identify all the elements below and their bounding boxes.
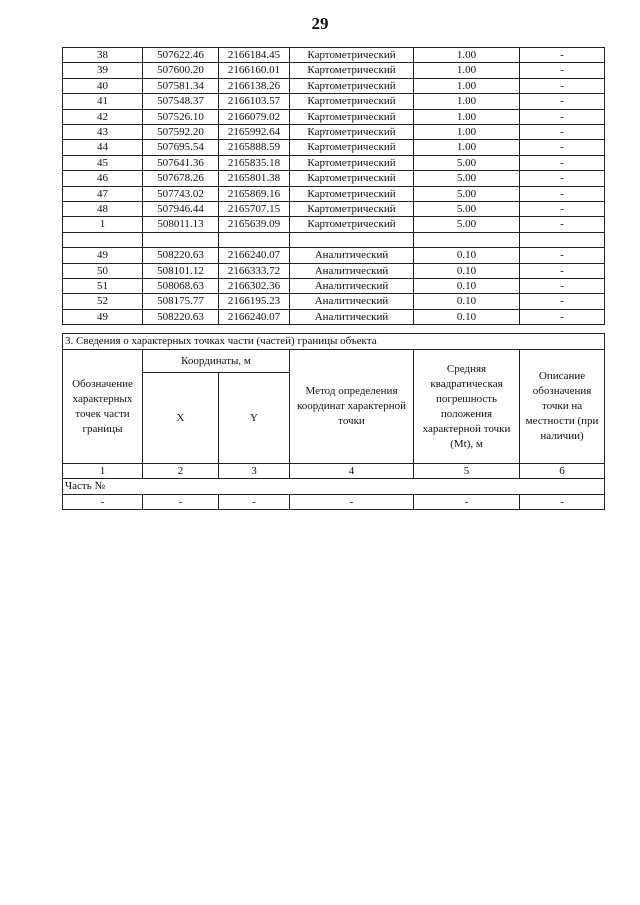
table-row [63, 263, 605, 278]
section3-table [62, 333, 605, 510]
empty-cell: - [290, 494, 414, 509]
description: - [520, 78, 605, 93]
coord-y: 2166184.45 [219, 48, 290, 63]
method: Картометрический [290, 186, 414, 201]
header-designation: Обозначение характерных точек части границы [63, 350, 143, 464]
coord-x: 508220.63 [143, 248, 219, 263]
points-table [62, 47, 605, 325]
table-row [63, 186, 605, 201]
table-row [63, 94, 605, 109]
method: Картометрический [290, 217, 414, 232]
accuracy-mt: 5.00 [414, 186, 520, 201]
coord-y: 2165835.18 [219, 155, 290, 170]
empty-cell: - [63, 494, 143, 509]
coord-x: 508220.63 [143, 309, 219, 324]
header-y: Y [219, 373, 290, 464]
coord-y: 2166195.23 [219, 294, 290, 309]
coord-x: 507678.26 [143, 171, 219, 186]
method: Картометрический [290, 78, 414, 93]
method: Аналитический [290, 294, 414, 309]
method: Картометрический [290, 109, 414, 124]
description: - [520, 202, 605, 217]
table-row [63, 217, 605, 232]
accuracy-mt: 1.00 [414, 109, 520, 124]
table-row [63, 140, 605, 155]
empty-cell: - [143, 494, 219, 509]
point-number: 44 [63, 140, 143, 155]
coord-x: 508011.13 [143, 217, 219, 232]
accuracy-mt: 1.00 [414, 140, 520, 155]
accuracy-mt: 1.00 [414, 125, 520, 140]
accuracy-mt: 0.10 [414, 279, 520, 294]
table-row [63, 232, 605, 247]
header-x: X [143, 373, 219, 464]
coord-x: 508175.77 [143, 294, 219, 309]
header-coordinates: Координаты, м [143, 350, 290, 373]
method: Картометрический [290, 155, 414, 170]
coord-x: 507548.37 [143, 94, 219, 109]
table-row [63, 294, 605, 309]
point-number: 45 [63, 155, 143, 170]
coord-y: 2165992.64 [219, 125, 290, 140]
coord-x: 507592.20 [143, 125, 219, 140]
table-row [63, 48, 605, 63]
accuracy-mt: 1.00 [414, 78, 520, 93]
point-number: 51 [63, 279, 143, 294]
description: - [520, 48, 605, 63]
coord-x: 507526.10 [143, 109, 219, 124]
column-number: 6 [520, 464, 605, 479]
description: - [520, 140, 605, 155]
point-number: 1 [63, 217, 143, 232]
coord-x: 507581.34 [143, 78, 219, 93]
description: - [520, 309, 605, 324]
header-description: Описание обозначения точки на местности (при наличии) [520, 350, 605, 464]
table-row [63, 309, 605, 324]
empty-cell: - [414, 494, 520, 509]
coord-y: 2165801.38 [219, 171, 290, 186]
coord-x: 507600.20 [143, 63, 219, 78]
coord-y: 2165888.59 [219, 140, 290, 155]
method: Картометрический [290, 94, 414, 109]
point-number: 52 [63, 294, 143, 309]
coord-x: 507641.36 [143, 155, 219, 170]
point-number: 43 [63, 125, 143, 140]
table-row [63, 202, 605, 217]
coord-x: 508101.12 [143, 263, 219, 278]
accuracy-mt: 5.00 [414, 171, 520, 186]
accuracy-mt: 5.00 [414, 155, 520, 170]
point-number: 47 [63, 186, 143, 201]
description: - [520, 171, 605, 186]
table-row [63, 78, 605, 93]
coord-x: 508068.63 [143, 279, 219, 294]
method: Аналитический [290, 279, 414, 294]
description: - [520, 109, 605, 124]
header-method: Метод определения координат характерной точки [290, 350, 414, 464]
description [520, 232, 605, 247]
coord-x: 507695.54 [143, 140, 219, 155]
part-label: Часть № [63, 479, 605, 494]
table-row [63, 248, 605, 263]
header-accuracy: Средняя квадратическая погрешность положения характерной точки (Mt), м [414, 350, 520, 464]
coord-y: 2166302.36 [219, 279, 290, 294]
page-number: 29 [311, 14, 329, 33]
description: - [520, 294, 605, 309]
column-number: 1 [63, 464, 143, 479]
description: - [520, 155, 605, 170]
method: Картометрический [290, 140, 414, 155]
table-row [63, 125, 605, 140]
method: Картометрический [290, 125, 414, 140]
accuracy-mt: 1.00 [414, 63, 520, 78]
accuracy-mt: 5.00 [414, 202, 520, 217]
coord-x: 507622.46 [143, 48, 219, 63]
point-number: 50 [63, 263, 143, 278]
accuracy-mt: 0.10 [414, 294, 520, 309]
description: - [520, 248, 605, 263]
point-number: 41 [63, 94, 143, 109]
coord-y [219, 232, 290, 247]
coord-y: 2166240.07 [219, 309, 290, 324]
description: - [520, 279, 605, 294]
point-number: 49 [63, 309, 143, 324]
point-number: 48 [63, 202, 143, 217]
accuracy-mt: 1.00 [414, 94, 520, 109]
column-number: 2 [143, 464, 219, 479]
coord-x: 507743.02 [143, 186, 219, 201]
description: - [520, 217, 605, 232]
coord-y: 2165869.16 [219, 186, 290, 201]
accuracy-mt: 5.00 [414, 217, 520, 232]
table-row [63, 279, 605, 294]
point-number: 38 [63, 48, 143, 63]
section3-title: 3. Сведения о характерных точках части (частей) границы объекта [63, 334, 605, 350]
table-row [63, 63, 605, 78]
column-number: 4 [290, 464, 414, 479]
column-numbers-row [63, 464, 605, 479]
coord-x: 507946.44 [143, 202, 219, 217]
point-number [63, 232, 143, 247]
table-row [63, 109, 605, 124]
coord-y: 2166240.07 [219, 248, 290, 263]
description: - [520, 263, 605, 278]
accuracy-mt: 1.00 [414, 48, 520, 63]
description: - [520, 186, 605, 201]
column-number: 5 [414, 464, 520, 479]
table-row [63, 155, 605, 170]
description: - [520, 63, 605, 78]
coord-x [143, 232, 219, 247]
coord-y: 2166079.02 [219, 109, 290, 124]
coord-y: 2166333.72 [219, 263, 290, 278]
coord-y: 2166138.26 [219, 78, 290, 93]
method: Картометрический [290, 202, 414, 217]
accuracy-mt: 0.10 [414, 263, 520, 278]
method [290, 232, 414, 247]
column-number: 3 [219, 464, 290, 479]
accuracy-mt: 0.10 [414, 248, 520, 263]
coord-y: 2165639.09 [219, 217, 290, 232]
coord-y: 2166160.01 [219, 63, 290, 78]
accuracy-mt: 0.10 [414, 309, 520, 324]
empty-data-row [63, 494, 605, 509]
point-number: 42 [63, 109, 143, 124]
method: Аналитический [290, 309, 414, 324]
point-number: 40 [63, 78, 143, 93]
coord-y: 2165707.15 [219, 202, 290, 217]
description: - [520, 94, 605, 109]
method: Аналитический [290, 248, 414, 263]
table-row [63, 171, 605, 186]
description: - [520, 125, 605, 140]
coord-y: 2166103.57 [219, 94, 290, 109]
method: Аналитический [290, 263, 414, 278]
point-number: 39 [63, 63, 143, 78]
method: Картометрический [290, 48, 414, 63]
empty-cell: - [520, 494, 605, 509]
method: Картометрический [290, 63, 414, 78]
empty-cell: - [219, 494, 290, 509]
method: Картометрический [290, 171, 414, 186]
accuracy-mt [414, 232, 520, 247]
point-number: 46 [63, 171, 143, 186]
point-number: 49 [63, 248, 143, 263]
